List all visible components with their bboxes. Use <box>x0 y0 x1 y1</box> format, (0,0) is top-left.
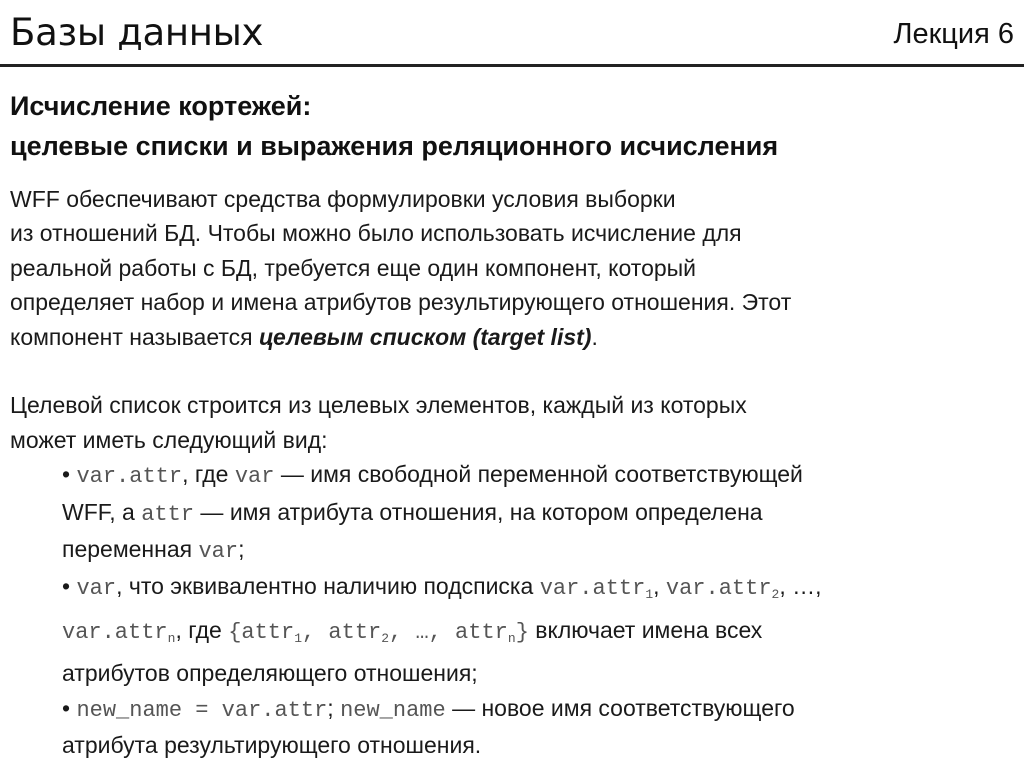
paragraph-spacer <box>10 354 1015 388</box>
paragraph-line: определяет набор и имена атрибутов результирующего отношения. Этот <box>10 289 792 316</box>
slide-heading-line-2: целевые списки и выражения реляционного исчисления <box>10 131 779 161</box>
list-item-line <box>10 457 1015 494</box>
header-divider <box>0 64 1024 67</box>
subscript: 2 <box>771 587 780 603</box>
slide-heading-line-1: Исчисление кортежей: <box>10 91 312 121</box>
code-token <box>62 620 175 645</box>
list-item-line <box>10 656 1015 690</box>
slide-heading <box>10 86 778 166</box>
list-item <box>10 691 1015 763</box>
bullet-marker: • <box>62 694 77 721</box>
code-token: attr <box>141 501 195 527</box>
code-text: , attr <box>302 619 382 645</box>
paragraph-line: из отношений БД. Чтобы можно было использовать исчисление для <box>10 220 742 247</box>
lecture-number: Лекция 6 <box>893 18 1014 50</box>
code-token: var <box>76 576 117 602</box>
course-title: Базы данных <box>10 11 264 54</box>
paragraph-text: компонент называется <box>10 323 260 350</box>
code-token: new_name <box>340 697 446 723</box>
code-text: {attr <box>228 619 295 645</box>
code-text: var.attr <box>62 619 168 645</box>
code-token: var.attr <box>76 464 183 490</box>
code-token <box>228 620 529 645</box>
code-text: var.attr <box>539 576 646 602</box>
code-text: , …, attr <box>389 619 508 645</box>
paragraph-line: реальной работы с БД, требуется еще один компонент, который <box>10 254 697 281</box>
target-list-term: целевым списком (target list) <box>259 323 592 350</box>
bullet-marker: • <box>62 461 77 488</box>
list-item-text: включает имена всех <box>528 616 763 643</box>
paragraph-line: WFF обеспечивают средства формулировки условия выборки <box>10 186 676 212</box>
list-item <box>10 457 1015 569</box>
list-item-text: WFF, а <box>62 498 142 525</box>
list-item-line <box>10 691 1015 728</box>
list-item-line <box>10 495 1015 532</box>
subscript: n <box>167 630 176 646</box>
list-item-text: — новое имя соответствующего <box>445 694 795 721</box>
list-item-text: — имя атрибута отношения, на котором определена <box>194 498 763 525</box>
code-token <box>666 576 779 601</box>
list-item-text: , <box>653 573 666 600</box>
paragraph-text: . <box>591 323 598 350</box>
code-text: var.attr <box>665 576 772 602</box>
code-token <box>540 576 653 601</box>
slide-body <box>10 182 1015 762</box>
list-item-text: атрибута результирующего отношения. <box>62 732 482 759</box>
list-item-text: , где <box>175 616 229 643</box>
list-item-text: ; <box>238 536 245 563</box>
paragraph-line: Целевой список строится из целевых элементов, каждый из которых <box>10 392 747 419</box>
list-item-line <box>10 532 1015 569</box>
subscript: 1 <box>294 630 303 646</box>
paragraph-wff-intro <box>10 182 1015 354</box>
paragraph-line: может иметь следующий вид: <box>10 426 328 453</box>
list-item-text: переменная <box>62 536 199 563</box>
paragraph-target-list <box>10 388 1015 457</box>
code-token: new_name = var.attr <box>76 697 328 723</box>
list-item-text: , что эквивалентно наличию подсписка <box>116 573 540 600</box>
list-item-line <box>10 613 1015 656</box>
list-item-text: ; <box>327 694 341 721</box>
bullet-marker: • <box>62 573 77 600</box>
paragraph-line <box>10 320 1015 354</box>
list-item-text: атрибутов определяющего отношения; <box>62 660 478 687</box>
subscript: 1 <box>645 587 654 603</box>
subscript: n <box>507 630 516 646</box>
target-element-list <box>10 457 1015 762</box>
list-item-line <box>10 569 1015 612</box>
code-token: var <box>198 539 239 565</box>
list-item <box>10 569 1015 690</box>
subscript: 2 <box>381 630 390 646</box>
list-item-text: — имя свободной переменной соответствующей <box>274 461 803 488</box>
code-text: } <box>515 619 529 645</box>
slide-header <box>0 0 1024 66</box>
code-token: var <box>234 464 275 490</box>
list-item-line <box>10 728 1015 762</box>
list-item-text: , где <box>182 461 235 488</box>
list-item-text: , …, <box>779 573 822 600</box>
